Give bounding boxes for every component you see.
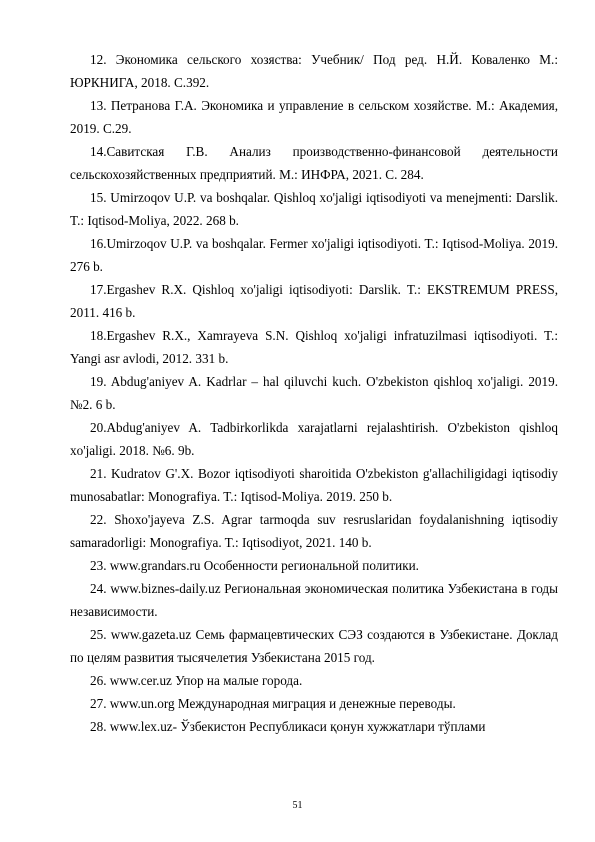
reference-item: 25. www.gazeta.uz Семь фармацевтических СЭЗ создаются в Узбекистане. Доклад по целям развития тысячелетия Узбекистана 2015 год.	[70, 627, 558, 665]
reference-item: 14.Савитская Г.В. Анализ производственно-финансовой деятельности сельскохозяйственных предприятий. М.: ИНФРА, 2021. С. 284.	[70, 144, 558, 182]
reference-item: 13. Петранова Г.А. Экономика и управление в сельском хозяйстве. М.: Академия, 2019. С.29.	[70, 98, 558, 136]
reference-item: 22. Shoxo'jayeva Z.S. Agrar tarmoqda suv resruslaridan foydalanishning iqtisodiy samaradorligi: Monografiya. T.: Iqtisodiyot, 2021. 140 b.	[70, 512, 558, 550]
reference-item: 24. www.biznes-daily.uz Региональная экономическая политика Узбекистана в годы независимости.	[70, 581, 558, 619]
reference-item: 26. www.cer.uz Упор на малые города.	[90, 673, 303, 688]
reference-item: 21. Kudratov G'.X. Bozor iqtisodiyoti sharoitida O'zbekiston g'allachiligidagi iqtisodiy munosabatlar: Monografiya. T.: Iqtisod-Moliya. 2019. 250 b.	[70, 466, 558, 504]
reference-item: 15. Umirzoqov U.P. va boshqalar. Qishloq xo'jaligi iqtisodiyoti va menejmenti: Darslik. T.: Iqtisod-Moliya, 2022. 268 b.	[70, 190, 558, 228]
reference-item: 23. www.grandars.ru Особенности региональной политики.	[90, 558, 419, 573]
reference-item: 28. www.lex.uz- Ўзбекистон Республикаси қонун хужжатлари тўплами	[90, 719, 486, 734]
reference-item: 18.Ergashev R.X., Xamrayeva S.N. Qishloq xo'jaligi infratuzilmasi iqtisodiyoti. T.: Yangi asr avlodi, 2012. 331 b.	[70, 328, 558, 366]
reference-item: 20.Abdug'aniyev A. Tadbirkorlikda xarajatlarni rejalashtirish. O'zbekiston qishloq xo'jaligi. 2018. №6. 9b.	[70, 420, 558, 458]
reference-item: 12. Экономика сельского хозяства: Учебник/ Под ред. Н.Й. Коваленко М.: ЮРКНИГА, 2018. С.392.	[70, 52, 558, 90]
reference-item: 19. Abdug'aniyev A. Kadrlar – hal qiluvchi kuch. O'zbekiston qishloq xo'jaligi. 2019. №2. 6 b.	[70, 374, 558, 412]
reference-item: 17.Ergashev R.X. Qishloq xo'jaligi iqtisodiyoti: Darslik. T.: EKSTREMUM PRESS, 2011. 416 b.	[70, 282, 558, 320]
reference-item: 27. www.un.org Международная миграция и денежные переводы.	[90, 696, 456, 711]
reference-list	[70, 48, 558, 738]
reference-item: 16.Umirzoqov U.P. va boshqalar. Fermer xo'jaligi iqtisodiyoti. T.: Iqtisod-Moliya. 2019. 276 b.	[70, 236, 558, 274]
page-number: 51	[292, 800, 303, 811]
